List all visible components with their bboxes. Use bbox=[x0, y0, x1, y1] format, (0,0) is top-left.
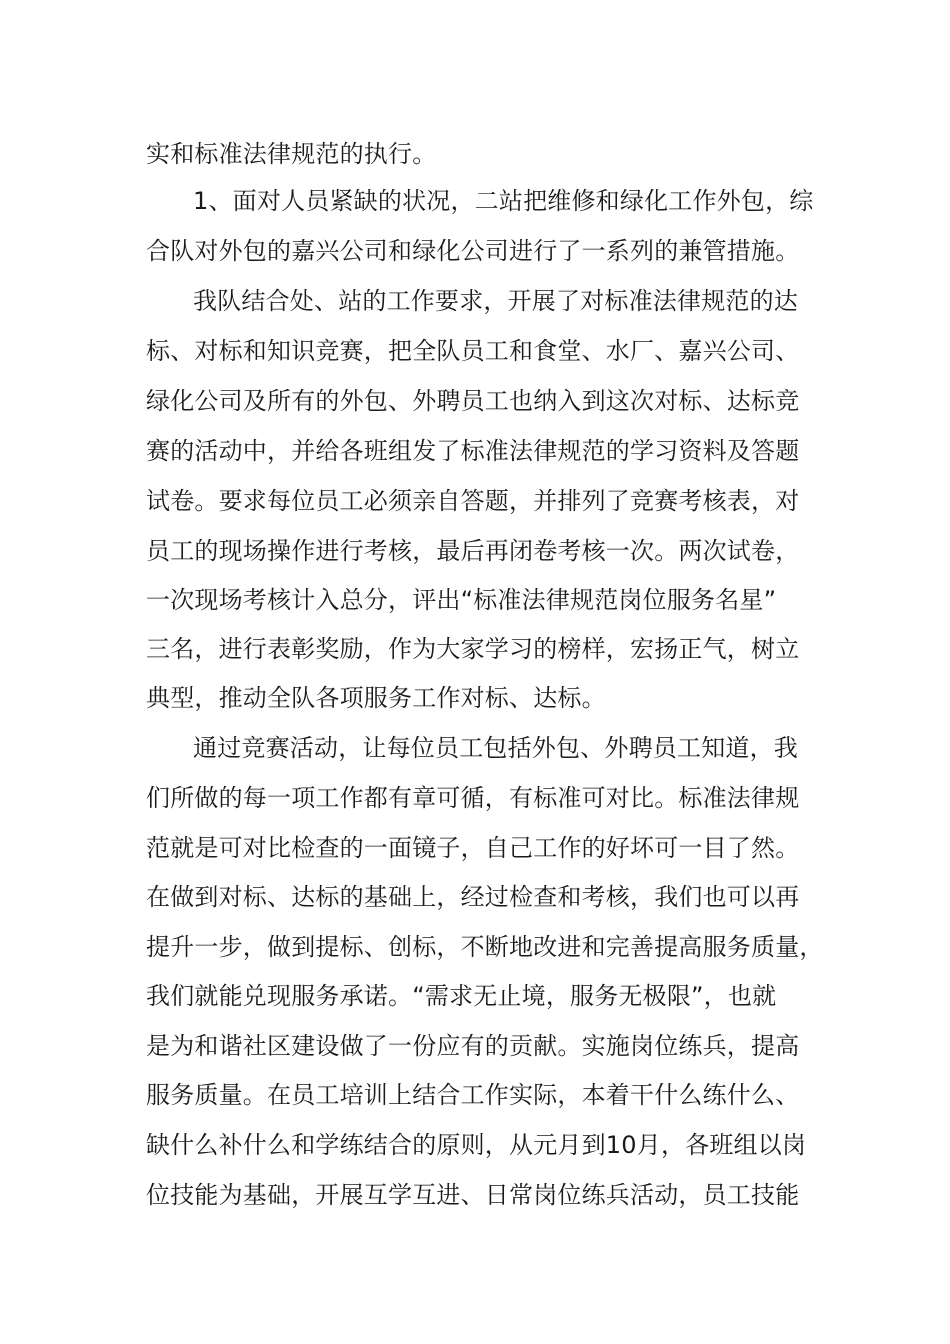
text-line-21: 缺什么补什么和学练结合的原则，从元月到10月，各班组以岗 bbox=[146, 1131, 807, 1159]
text-line-14: 们所做的每一项工作都有章可循，有标准可对比。标准法律规 bbox=[146, 784, 800, 812]
text-line-7: 赛的活动中，并给各班组发了标准法律规范的学习资料及答题 bbox=[146, 437, 800, 465]
text-line-16: 在做到对标、达标的基础上，经过检查和考核，我们也可以再 bbox=[146, 883, 800, 911]
text-line-19: 是为和谐社区建设做了一份应有的贡献。实施岗位练兵，提高 bbox=[146, 1032, 800, 1060]
text-line-9: 员工的现场操作进行考核，最后再闭卷考核一次。两次试卷， bbox=[146, 537, 800, 565]
text-line-17: 提升一步，做到提标、创标，不断地改进和完善提高服务质量， bbox=[146, 933, 824, 961]
text-line-6: 绿化公司及所有的外包、外聘员工也纳入到这次对标、达标竞 bbox=[146, 387, 800, 415]
text-line-10: 一次现场考核计入总分，评出“标准法律规范岗位服务名星” bbox=[146, 586, 777, 614]
text-line-20: 服务质量。在员工培训上结合工作实际，本着干什么练什么、 bbox=[146, 1081, 800, 1109]
text-line-12: 典型，推动全队各项服务工作对标、达标。 bbox=[146, 684, 606, 712]
text-line-3: 合队对外包的嘉兴公司和绿化公司进行了一系列的兼管措施。 bbox=[146, 237, 800, 265]
text-line-11: 三名，进行表彰奖励，作为大家学习的榜样，宏扬正气，树立 bbox=[146, 635, 800, 663]
text-line-18: 我们就能兑现服务承诺。“需求无止境，服务无极限”，也就 bbox=[146, 982, 777, 1010]
text-line-5: 标、对标和知识竞赛，把全队员工和食堂、水厂、嘉兴公司、 bbox=[146, 337, 800, 365]
text-line-8: 试卷。要求每位员工必须亲自答题，并排列了竞赛考核表，对 bbox=[146, 487, 800, 515]
text-line-15: 范就是可对比检查的一面镜子，自己工作的好坏可一目了然。 bbox=[146, 834, 800, 862]
text-line-4: 我队结合处、站的工作要求，开展了对标准法律规范的达 bbox=[193, 287, 798, 315]
text-line-1: 实和标准法律规范的执行。 bbox=[146, 140, 437, 168]
text-line-22: 位技能为基础，开展互学互进、日常岗位练兵活动，员工技能 bbox=[146, 1181, 800, 1209]
text-line-13: 通过竞赛活动，让每位员工包括外包、外聘员工知道，我 bbox=[193, 734, 798, 762]
text-line-2: 1、面对人员紧缺的状况，二站把维修和绿化工作外包，综 bbox=[193, 187, 814, 215]
